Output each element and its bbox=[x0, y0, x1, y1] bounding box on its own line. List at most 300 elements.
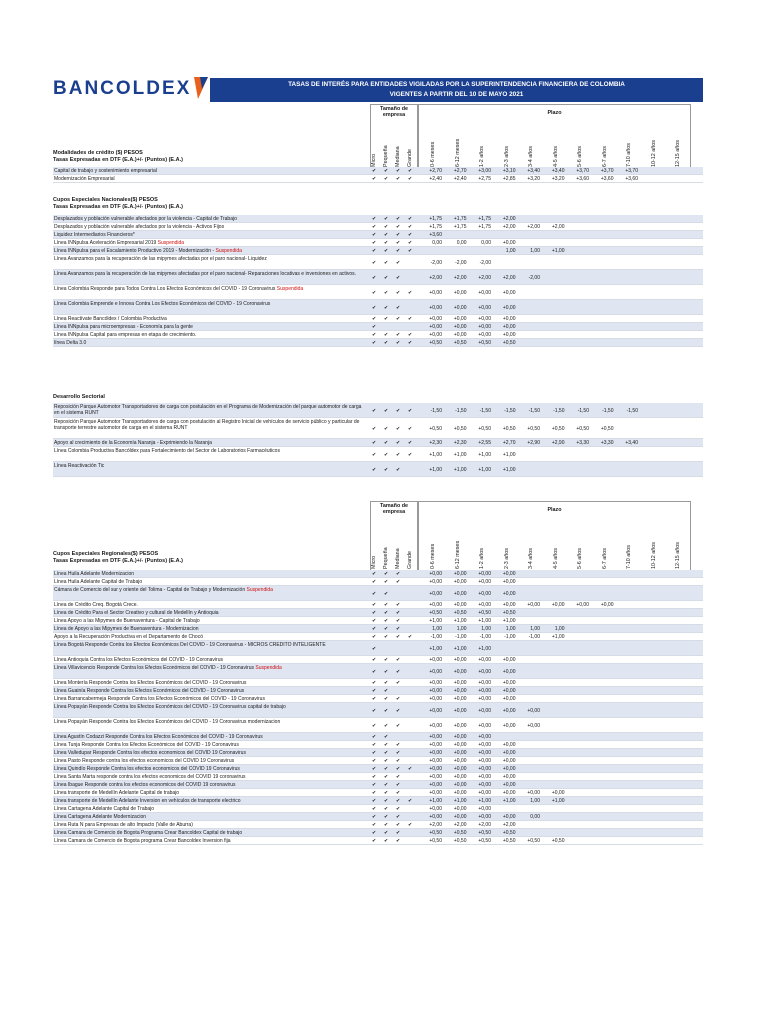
row-label bbox=[54, 838, 367, 844]
rate-value: +0,00 bbox=[429, 316, 442, 322]
check-icon: ✔ bbox=[372, 590, 377, 597]
check-icon: ✔ bbox=[396, 304, 401, 311]
check-icon: ✔ bbox=[384, 259, 389, 266]
rate-value: +0,00 bbox=[429, 696, 442, 702]
row-label-text: Línea Bogotá Responde Contra los Efectos Económicos Del COVID - 19 Coronavirus - MICROS CREDITO INTELIGENTE bbox=[54, 642, 326, 648]
rate-value: +0,00 bbox=[478, 814, 491, 820]
row-label-text: Desplazados y población vulnerable afectados por la violencia - Capital de Trabajo bbox=[54, 216, 237, 222]
rate-value: +0,00 bbox=[478, 316, 491, 322]
term-column-header: 2-3 años bbox=[503, 548, 510, 569]
check-icon: ✔ bbox=[372, 407, 377, 414]
rate-value: +0,00 bbox=[453, 806, 467, 812]
rate-value: +0,00 bbox=[429, 806, 442, 812]
table-row bbox=[53, 231, 703, 239]
term-column-header: 4-5 años bbox=[552, 548, 559, 569]
row-label bbox=[54, 680, 367, 686]
check-icon: ✔ bbox=[384, 774, 389, 780]
check-icon: ✔ bbox=[384, 618, 389, 624]
row-label bbox=[54, 634, 367, 640]
rate-value: -1,50 bbox=[455, 407, 467, 414]
check-icon: ✔ bbox=[396, 750, 401, 756]
check-icon: ✔ bbox=[396, 798, 401, 804]
table-row bbox=[53, 789, 703, 797]
rate-value: +0,50 bbox=[429, 830, 442, 836]
table-row bbox=[53, 773, 703, 781]
check-icon: ✔ bbox=[372, 688, 377, 694]
check-icon: ✔ bbox=[384, 688, 389, 694]
rate-value: -1,00 bbox=[430, 634, 442, 640]
size-column-header: Micro bbox=[371, 555, 377, 569]
rate-value: +0,00 bbox=[478, 332, 491, 338]
row-label bbox=[54, 248, 367, 254]
term-column-header: 10-12 años bbox=[650, 140, 657, 167]
rate-value: +1,00 bbox=[551, 798, 565, 804]
row-label bbox=[54, 618, 367, 624]
section-title: Modalidades de crédito ($) PESOS bbox=[53, 150, 143, 156]
rate-value: +0,00 bbox=[478, 324, 491, 330]
rate-value: +0,00 bbox=[429, 680, 442, 686]
row-label-text: Línea Colombia Productiva Bancóldex para Fortalecimiento del Sector de Laboratorios Farmacéuticos bbox=[54, 448, 280, 454]
check-icon: ✔ bbox=[372, 645, 377, 652]
check-icon: ✔ bbox=[384, 838, 389, 844]
rate-value: +0,00 bbox=[502, 758, 516, 764]
check-icon: ✔ bbox=[384, 742, 389, 748]
rate-value: +1,00 bbox=[453, 798, 467, 804]
check-icon: ✔ bbox=[396, 814, 401, 820]
table-row bbox=[53, 439, 703, 447]
rate-value: +0,00 bbox=[429, 324, 442, 330]
check-icon: ✔ bbox=[396, 232, 401, 238]
table-row bbox=[53, 813, 703, 821]
table-row bbox=[53, 300, 703, 315]
rate-value: +3,40 bbox=[551, 168, 565, 174]
rate-value: +0,50 bbox=[502, 610, 516, 616]
check-icon: ✔ bbox=[408, 407, 413, 414]
size-column-header: Mediana bbox=[395, 548, 401, 569]
row-label-text: Línea de Apoyo a las Mipymes de Buenaventura - Modernizacion bbox=[54, 626, 199, 632]
check-icon: ✔ bbox=[384, 830, 389, 836]
rate-value: +0,00 bbox=[429, 766, 442, 772]
row-label-text: Línea de Crédito Creq. Bogotá Crece. bbox=[54, 602, 138, 608]
row-label bbox=[54, 286, 367, 292]
check-icon: ✔ bbox=[372, 618, 377, 624]
check-icon: ✔ bbox=[384, 451, 389, 458]
rate-value: +0,00 bbox=[429, 774, 442, 780]
check-icon: ✔ bbox=[408, 168, 413, 174]
rate-value: +0,00 bbox=[453, 774, 467, 780]
rate-value: +0,00 bbox=[429, 734, 442, 740]
rate-value: +0,00 bbox=[478, 688, 491, 694]
rate-value: -2,00 bbox=[528, 274, 540, 281]
check-icon: ✔ bbox=[372, 466, 377, 473]
table-row bbox=[53, 255, 703, 270]
suspended-badge: Suspendida bbox=[254, 665, 282, 671]
row-label-text: Línea Cartagena Adelante Capital de Trabajo bbox=[54, 806, 155, 812]
check-icon: ✔ bbox=[408, 332, 413, 338]
check-icon: ✔ bbox=[384, 668, 389, 675]
check-icon: ✔ bbox=[384, 782, 389, 788]
rate-value: +2,75 bbox=[478, 176, 491, 182]
row-label-text: Línea transporte de Medellín Adelante Inversion en vehículos de transporte electrico bbox=[54, 798, 241, 804]
check-icon: ✔ bbox=[396, 830, 401, 836]
row-label-text: Reposición Parque Automotor Transportadores de carga con postulación en el Programa de Modernización del parque automotor de carga en el sistema RUNT bbox=[54, 404, 362, 417]
suspended-badge: Suspendida bbox=[156, 240, 185, 246]
rate-value: +0,00 bbox=[502, 680, 516, 686]
row-label bbox=[54, 742, 367, 748]
check-icon: ✔ bbox=[396, 618, 401, 624]
section-subtitle: Tasas Expresadas en DTF (E.A.)+/- (Puntos) (E.A.) bbox=[53, 558, 183, 564]
check-icon: ✔ bbox=[372, 240, 377, 246]
check-icon: ✔ bbox=[396, 634, 401, 640]
row-label bbox=[54, 419, 367, 431]
check-icon: ✔ bbox=[372, 324, 377, 330]
rate-value: +1,00 bbox=[478, 466, 491, 473]
rate-value: +3,60 bbox=[429, 232, 442, 238]
rate-value: 0,00 bbox=[456, 240, 467, 246]
check-icon: ✔ bbox=[396, 216, 401, 222]
check-icon: ✔ bbox=[408, 451, 413, 458]
rate-value: +3,60 bbox=[600, 176, 614, 182]
check-icon: ✔ bbox=[396, 259, 401, 266]
check-icon: ✔ bbox=[372, 602, 377, 608]
table-row bbox=[53, 601, 703, 609]
term-column-header: 7-10 años bbox=[626, 545, 632, 569]
rate-value: +0,00 bbox=[429, 289, 442, 296]
table-row bbox=[53, 462, 703, 477]
row-label bbox=[54, 642, 367, 648]
row-label-text: Línea Reactivación Tic bbox=[54, 463, 105, 469]
check-icon: ✔ bbox=[396, 758, 401, 764]
rate-value: +0,50 bbox=[551, 425, 565, 432]
check-icon: ✔ bbox=[384, 722, 389, 729]
rate-value: +0,50 bbox=[478, 830, 491, 836]
rate-value: +0,00 bbox=[478, 722, 491, 729]
check-icon: ✔ bbox=[372, 304, 377, 311]
check-icon: ✔ bbox=[396, 168, 401, 174]
check-icon: ✔ bbox=[372, 774, 377, 780]
row-label-text: Línea transporte de Medellín Adelante Capital de trabajo bbox=[54, 790, 180, 796]
row-label bbox=[54, 232, 367, 238]
check-icon: ✔ bbox=[384, 216, 389, 222]
row-label-text: Línea Santa Marta responde contra los efectos economicos del COVID 19 coronavirus bbox=[54, 774, 246, 780]
rate-value: +0,50 bbox=[453, 610, 467, 616]
row-label-text: Línea INNpulsa Capital para empresas en etapa de crecimiento. bbox=[54, 332, 197, 338]
check-icon: ✔ bbox=[396, 274, 401, 281]
check-icon: ✔ bbox=[396, 340, 401, 346]
row-label-text: Liquidez Intermediarios Financieros* bbox=[54, 232, 135, 238]
table-row bbox=[53, 703, 703, 718]
rate-value: +1,00 bbox=[502, 466, 516, 473]
rate-value: +0,50 bbox=[478, 340, 491, 346]
rate-value: +0,00 bbox=[478, 602, 491, 608]
logo-arrow-icon bbox=[194, 77, 208, 99]
check-icon: ✔ bbox=[408, 634, 413, 640]
rate-value: +3,60 bbox=[625, 176, 638, 182]
check-icon: ✔ bbox=[384, 571, 389, 577]
rate-value: 1,00 bbox=[530, 248, 540, 254]
check-icon: ✔ bbox=[372, 790, 377, 796]
rate-value: +1,00 bbox=[429, 451, 442, 458]
rate-value: +3,40 bbox=[625, 440, 638, 446]
rate-value: +0,00 bbox=[502, 707, 516, 714]
check-icon: ✔ bbox=[396, 790, 401, 796]
row-label bbox=[54, 440, 367, 446]
term-column-header: 6-12 meses bbox=[454, 138, 461, 167]
row-label-text: Línea Colombia Emprende e Innova Contra Los Efectos Económicos del COVID - 19 Coronavirus bbox=[54, 301, 271, 307]
rate-value: +2,70 bbox=[453, 168, 467, 174]
term-column-header: 5-6 años bbox=[577, 146, 583, 167]
rate-value: +0,00 bbox=[478, 657, 491, 663]
row-label-text: Cámara de Comercio del sur y oriente del Tolima - Capital de Trabajo y Modernización bbox=[54, 587, 246, 593]
table-row bbox=[53, 175, 703, 183]
row-label bbox=[54, 224, 367, 230]
check-icon: ✔ bbox=[384, 680, 389, 686]
rate-value: +0,00 bbox=[551, 602, 565, 608]
row-label-text: Modernización Empresarial bbox=[54, 176, 115, 182]
check-icon: ✔ bbox=[384, 790, 389, 796]
table-row bbox=[53, 664, 703, 679]
rate-value: +0,00 bbox=[478, 590, 491, 597]
row-label bbox=[54, 822, 367, 828]
rate-value: +0,00 bbox=[502, 304, 516, 311]
row-label-text: Línea Valledupar Responde Contra los efectos economicos del COVID 19 Coronavirus bbox=[54, 750, 246, 756]
check-icon: ✔ bbox=[372, 758, 377, 764]
term-column-header: 2-3 años bbox=[503, 146, 510, 167]
check-icon: ✔ bbox=[408, 289, 413, 296]
rate-value: +0,00 bbox=[429, 742, 442, 748]
row-label-text: Línea Antioquia Contra los Efectos Económicos del COVID - 19 Coronavirus bbox=[54, 657, 223, 663]
table-row bbox=[53, 315, 703, 323]
rate-value: +2,00 bbox=[453, 274, 467, 281]
rate-value: +0,50 bbox=[478, 838, 491, 844]
rate-value: 1,00 bbox=[481, 626, 491, 632]
rate-value: +1,00 bbox=[551, 248, 565, 254]
size-column-header: Micro bbox=[371, 153, 377, 167]
check-icon: ✔ bbox=[372, 232, 377, 238]
check-icon: ✔ bbox=[384, 232, 389, 238]
check-icon: ✔ bbox=[372, 830, 377, 836]
rate-value: +3,20 bbox=[527, 176, 540, 182]
check-icon: ✔ bbox=[372, 626, 377, 632]
check-icon: ✔ bbox=[384, 657, 389, 663]
table-row bbox=[53, 239, 703, 247]
term-column-header: 6-12 meses bbox=[454, 540, 461, 569]
check-icon: ✔ bbox=[396, 176, 401, 182]
row-label bbox=[54, 806, 367, 812]
check-icon: ✔ bbox=[396, 248, 401, 254]
check-icon: ✔ bbox=[384, 758, 389, 764]
check-icon: ✔ bbox=[396, 571, 401, 577]
check-icon: ✔ bbox=[384, 440, 389, 446]
rate-value: +1,00 bbox=[429, 618, 442, 624]
check-icon: ✔ bbox=[384, 734, 389, 740]
rate-value: +0,00 bbox=[478, 774, 491, 780]
check-icon: ✔ bbox=[384, 332, 389, 338]
rate-value: +0,00 bbox=[429, 571, 442, 577]
rate-value: +0,00 bbox=[453, 766, 467, 772]
row-label-text: Línea Villavicencio Responde Contra los Efectos Económicos del COVID - 19 Coronavirus bbox=[54, 665, 255, 671]
rate-value: +0,50 bbox=[502, 340, 516, 346]
rate-value: -2,00 bbox=[479, 259, 491, 266]
rate-value: +0,00 bbox=[453, 657, 467, 663]
check-icon: ✔ bbox=[408, 248, 413, 254]
check-icon: ✔ bbox=[396, 822, 401, 828]
rate-value: +0,00 bbox=[502, 722, 516, 729]
rate-value: +0,00 bbox=[478, 790, 491, 796]
check-icon: ✔ bbox=[408, 822, 413, 828]
check-icon: ✔ bbox=[372, 766, 377, 772]
check-icon: ✔ bbox=[384, 798, 389, 804]
rate-value: +0,00 bbox=[453, 680, 467, 686]
rate-value: +1,00 bbox=[478, 645, 491, 652]
rate-value: +0,50 bbox=[478, 425, 491, 432]
check-icon: ✔ bbox=[384, 274, 389, 281]
check-icon: ✔ bbox=[384, 224, 389, 230]
check-icon: ✔ bbox=[408, 224, 413, 230]
rate-value: +2,30 bbox=[429, 440, 442, 446]
check-icon: ✔ bbox=[372, 657, 377, 663]
row-label-text: Línea Reactívate Bancóldex / Colombia Productiva bbox=[54, 316, 167, 322]
check-icon: ✔ bbox=[372, 316, 377, 322]
term-column-header: 3-4 años bbox=[528, 548, 534, 569]
rate-value: +0,00 bbox=[429, 657, 442, 663]
rate-value: +3,30 bbox=[576, 440, 589, 446]
section-title: Cupos Especiales Regionales($) PESOS bbox=[53, 551, 159, 557]
row-label-text: Línea Avanzamos para la recuperación de las mipymes afectadas por el paro nacional- Liquidez bbox=[54, 256, 267, 262]
rate-value: -1,50 bbox=[602, 407, 614, 414]
table-row bbox=[53, 570, 703, 578]
check-icon: ✔ bbox=[384, 610, 389, 616]
rate-value: +0,50 bbox=[453, 425, 467, 432]
section-subtitle: Tasas Expresadas en DTF (E.A.)+/- (Puntos) (E.A.) bbox=[53, 157, 183, 163]
rate-value: +0,00 bbox=[453, 324, 467, 330]
title-bar bbox=[210, 78, 703, 102]
check-icon: ✔ bbox=[372, 332, 377, 338]
rate-value: +0,00 bbox=[502, 579, 516, 585]
check-icon: ✔ bbox=[372, 440, 377, 446]
check-icon: ✔ bbox=[372, 610, 377, 616]
row-label bbox=[54, 301, 367, 307]
rate-value: -1,00 bbox=[504, 634, 516, 640]
rate-value: +0,00 bbox=[429, 750, 442, 756]
rate-value: +0,00 bbox=[453, 722, 467, 729]
row-label bbox=[54, 404, 367, 416]
rate-value: +0,50 bbox=[478, 610, 491, 616]
check-icon: ✔ bbox=[396, 806, 401, 812]
check-icon: ✔ bbox=[408, 798, 413, 804]
check-icon: ✔ bbox=[408, 232, 413, 238]
check-icon: ✔ bbox=[372, 750, 377, 756]
table-row bbox=[53, 215, 703, 223]
check-icon: ✔ bbox=[396, 722, 401, 729]
rate-value: +2,00 bbox=[502, 216, 516, 222]
row-label bbox=[54, 324, 367, 330]
table-row bbox=[53, 331, 703, 339]
rate-value: +0,00 bbox=[453, 734, 467, 740]
table-row bbox=[53, 609, 703, 617]
rate-value: +0,00 bbox=[502, 750, 516, 756]
check-icon: ✔ bbox=[396, 451, 401, 458]
term-group-label: Plazo bbox=[547, 507, 562, 513]
row-label bbox=[54, 814, 367, 820]
check-icon: ✔ bbox=[396, 838, 401, 844]
rate-value: +0,00 bbox=[429, 814, 442, 820]
rate-value: -1,00 bbox=[528, 634, 540, 640]
rate-value: +0,00 bbox=[502, 240, 516, 246]
check-icon: ✔ bbox=[372, 722, 377, 729]
rate-value: +1,75 bbox=[429, 216, 442, 222]
rate-value: +3,40 bbox=[527, 168, 540, 174]
rate-value: +1,00 bbox=[453, 466, 467, 473]
rate-value: +1,00 bbox=[478, 618, 491, 624]
rate-value: +1,00 bbox=[429, 466, 442, 473]
rate-value: +0,00 bbox=[502, 590, 516, 597]
rate-value: +0,00 bbox=[429, 304, 442, 311]
rate-value: +0,00 bbox=[429, 332, 442, 338]
row-label bbox=[54, 766, 367, 772]
table-row bbox=[53, 323, 703, 331]
row-label bbox=[54, 665, 367, 671]
check-icon: ✔ bbox=[372, 216, 377, 222]
rate-value: +0,00 bbox=[551, 790, 565, 796]
term-column-header: 12-15 años bbox=[675, 140, 681, 167]
size-column-header: Grande bbox=[407, 149, 413, 167]
rate-value: +0,00 bbox=[478, 766, 491, 772]
table-row bbox=[53, 733, 703, 741]
check-icon: ✔ bbox=[372, 742, 377, 748]
rate-value: +0,00 bbox=[502, 332, 516, 338]
table-row bbox=[53, 403, 703, 418]
row-label bbox=[54, 610, 367, 616]
rate-value: +0,00 bbox=[527, 707, 540, 714]
rate-value: +1,75 bbox=[429, 224, 442, 230]
row-label-text: Línea Huila Adelante Modernizacion bbox=[54, 571, 135, 577]
check-icon: ✔ bbox=[396, 782, 401, 788]
check-icon: ✔ bbox=[384, 176, 389, 182]
check-icon: ✔ bbox=[372, 806, 377, 812]
table-row bbox=[53, 223, 703, 231]
rate-value: +0,00 bbox=[502, 324, 516, 330]
size-group-label: Tamaño de empresa bbox=[379, 503, 409, 515]
table-row bbox=[53, 679, 703, 687]
rate-value: +0,50 bbox=[453, 340, 467, 346]
table-row bbox=[53, 447, 703, 462]
check-icon: ✔ bbox=[384, 590, 389, 597]
check-icon: ✔ bbox=[396, 425, 401, 432]
row-label-text: Línea Ibague Responde contra los efectos economicos del COVID 19 coronavirus bbox=[54, 782, 236, 788]
rate-value: +2,40 bbox=[453, 176, 467, 182]
rate-value: 1,00 bbox=[505, 626, 516, 632]
rate-value: +0,50 bbox=[429, 610, 442, 616]
check-icon: ✔ bbox=[396, 407, 401, 414]
check-icon: ✔ bbox=[408, 440, 413, 446]
rate-value: +1,00 bbox=[453, 451, 467, 458]
table-row bbox=[53, 285, 703, 300]
check-icon: ✔ bbox=[396, 224, 401, 230]
check-icon: ✔ bbox=[396, 696, 401, 702]
rate-value: +0,00 bbox=[576, 602, 589, 608]
rate-value: +0,50 bbox=[429, 425, 442, 432]
check-icon: ✔ bbox=[396, 466, 401, 473]
table-row bbox=[53, 821, 703, 829]
rate-value: +2,00 bbox=[527, 224, 540, 230]
row-label-text: Línea INNpulsa para el Escalamiento Productivo 2019 - Modernización - bbox=[54, 248, 215, 254]
check-icon: ✔ bbox=[396, 742, 401, 748]
rate-value: +0,00 bbox=[502, 814, 516, 820]
rate-value: +3,70 bbox=[576, 168, 589, 174]
check-icon: ✔ bbox=[384, 806, 389, 812]
rate-value: +0,00 bbox=[478, 680, 491, 686]
